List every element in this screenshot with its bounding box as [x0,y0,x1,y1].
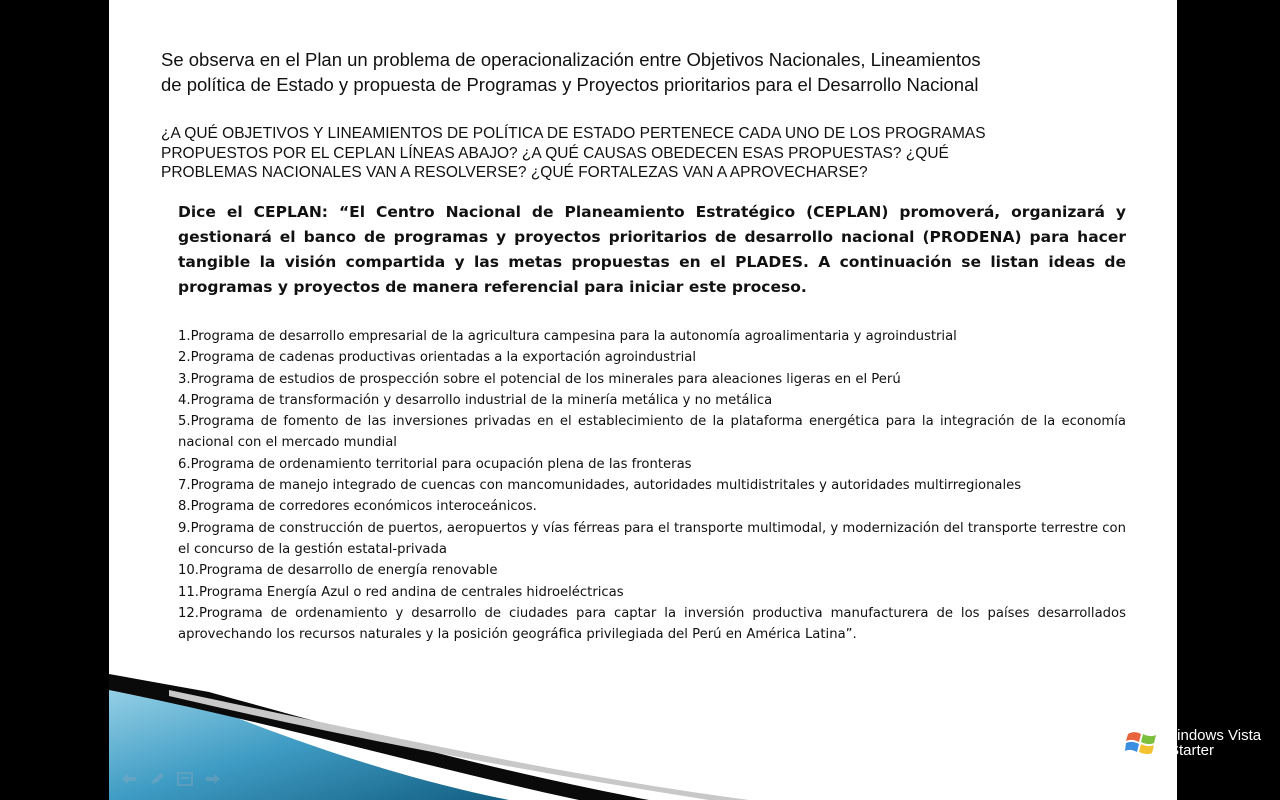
list-item: 10.Programa de desarrollo de energía renovable [178,563,498,579]
slideshow-nav [119,771,223,787]
list-item: 1.Programa de desarrollo empresarial de la agricultura campesina para la autonomía agroalimentaria y agroindustrial [178,329,957,344]
list-item: 3.Programa de estudios de prospección sobre el potencial de los minerales para aleaciones ligeras en el Perú [178,371,901,387]
list-item: 2.Programa de cadenas productivas orientadas a la exportación agroindustrial [178,350,697,366]
pen-icon[interactable] [147,771,167,787]
list-item: 6.Programa de ordenamiento territorial para ocupación plena de las fronteras [178,456,692,472]
list-item: 5.Programa de fomento de las inversiones privadas en el establecimiento de la plataforma energética para la integración de la economía nacional con el mercado mundial [178,414,1126,451]
slide-title [161,47,1121,97]
list-item: 4.Programa de transformación y desarrollo industrial de la minería metálica y no metálica [178,392,773,408]
windows-vista-starter-watermark [1125,726,1280,762]
watermark-line-2: Starter [1169,742,1215,759]
list-item: 11.Programa Energía Azul o red andina de centrales hidroeléctricas [178,584,624,600]
list-item: 7.Programa de manejo integrado de cuencas con mancomunidades, autoridades multidistritales y autoridades multirregionales [178,478,1022,494]
watermark-line-1: Windows Vista [1163,727,1262,744]
ceplan-quote: Dice el CEPLAN: “El Centro Nacional de Planeamiento Estratégico (CEPLAN) promoverá, organizará y gestionará el banco de programas y proyectos prioritarios de desarrollo nacional (PRODENA) para hacer tangible la visión compartida y las metas propuestas en el PLADES. A continuación se listan ideas de programas y proyectos de manera referencial para iniciar este proceso. [178,203,1126,296]
back-arrow-icon[interactable] [119,771,139,787]
list-item: 8.Programa de corredores económicos interoceánicos. [178,499,537,515]
program-list [178,326,1126,645]
list-item: 12.Programa de ordenamiento y desarrollo de ciudades para captar la inversión productiva manufacturera de los países desarrollados aprovechando los recursos naturales y la posición geográfica privilegiada del Perú en América Latina”. [178,605,1126,643]
title-line: Se observa en el Plan un problema de operacionalización entre Objetivos Nacionales, Lineamientos [161,49,981,70]
forward-arrow-icon[interactable] [203,771,223,787]
title-line: de política de Estado y propuesta de Programas y Proyectos prioritarios para el Desarrollo Nacional [161,74,979,95]
windows-flag-icon [1125,728,1159,758]
watermark-text [1163,728,1261,758]
question-line: PROBLEMAS NACIONALES VAN A RESOLVERSE? ¿QUÉ FORTALEZAS VAN A APROVECHARSE? [161,164,868,181]
list-item: 9.Programa de construcción de puertos, aeropuertos y vías férreas para el transporte multimodal, y modernización del transporte terrestre con el concurso de la gestión estatal-privada [178,520,1126,557]
question-line: PROPUESTOS POR EL CEPLAN LÍNEAS ABAJO? ¿A QUÉ CAUSAS OBEDECEN ESAS PROPUESTAS? ¿QUÉ [161,144,949,162]
question-block [161,124,1141,183]
question-line: ¿A QUÉ OBJETIVOS Y LINEAMIENTOS DE POLÍTICA DE ESTADO PERTENECE CADA UNO DE LOS PROGRAMAS [161,125,986,142]
slide [109,0,1177,800]
slide-menu-icon[interactable] [175,771,195,787]
